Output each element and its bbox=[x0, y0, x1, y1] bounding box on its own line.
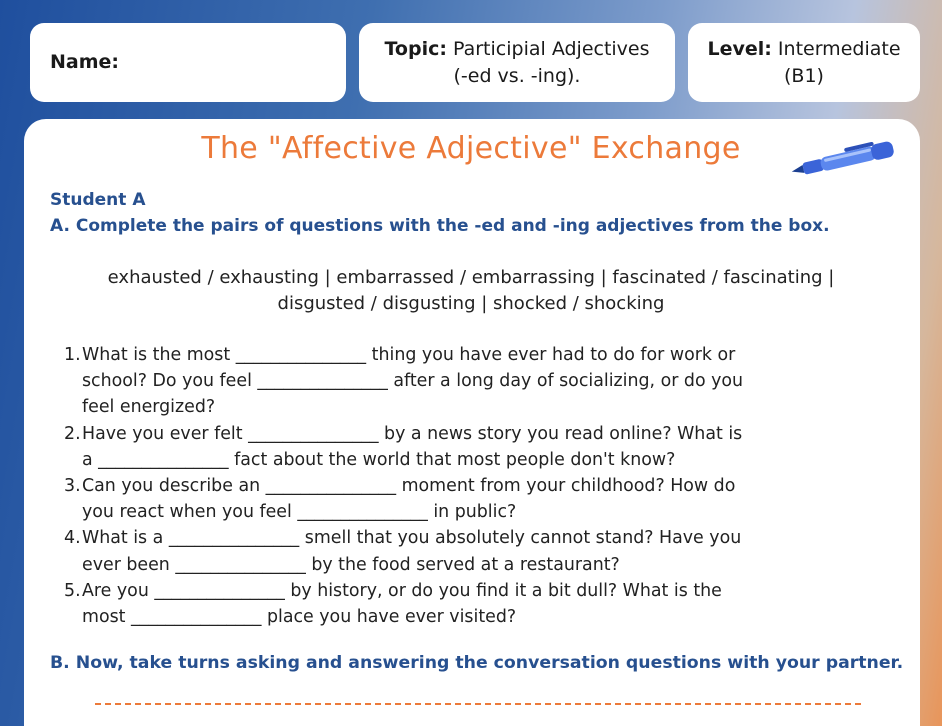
question-line: What is the most _______________ thing you have ever had to do for work or bbox=[82, 345, 736, 365]
word-box bbox=[60, 265, 882, 317]
topic-value: Participial Adjectives bbox=[453, 37, 650, 60]
topic-value-line2: (-ed vs. -ing). bbox=[453, 64, 581, 87]
topic-label: Topic: bbox=[384, 37, 447, 60]
question-number: 4. bbox=[64, 528, 81, 549]
dashed-divider bbox=[95, 703, 861, 705]
question-line: ever been _______________ by the food served at a restaurant? bbox=[82, 554, 620, 575]
word-box-line: disgusted / disgusting | shocked / shocking bbox=[277, 293, 665, 314]
topic-box bbox=[359, 23, 675, 102]
question-5 bbox=[64, 578, 872, 630]
level-label: Level: bbox=[707, 37, 772, 60]
question-list bbox=[64, 342, 872, 630]
question-line: Have you ever felt _______________ by a news story you read online? What is bbox=[82, 423, 743, 444]
pen-icon bbox=[786, 140, 898, 176]
worksheet-title: The "Affective Adjective" Exchange bbox=[201, 131, 741, 166]
name-box bbox=[30, 23, 346, 102]
question-line: feel energized? bbox=[82, 397, 216, 418]
level-value-line2: (B1) bbox=[784, 64, 824, 87]
question-line: school? Do you feel _______________ after a long day of socializing, or do you bbox=[82, 371, 744, 392]
question-line: Are you _______________ by history, or do you find it a bit dull? What is the bbox=[82, 580, 722, 601]
student-label: Student A bbox=[50, 190, 146, 210]
question-4 bbox=[64, 525, 872, 577]
question-number: 3. bbox=[64, 476, 81, 497]
question-line: a _______________ fact about the world that most people don't know? bbox=[82, 449, 676, 470]
question-number: 5. bbox=[64, 580, 81, 601]
part-b-instruction: B. Now, take turns asking and answering the conversation questions with your partner. bbox=[50, 653, 904, 673]
question-line: Can you describe an _______________ moment from your childhood? How do bbox=[82, 476, 736, 497]
question-1 bbox=[64, 342, 872, 421]
question-2 bbox=[64, 421, 872, 473]
level-value: Intermediate bbox=[777, 37, 901, 60]
question-3 bbox=[64, 473, 872, 525]
question-number: 1. bbox=[64, 345, 81, 365]
word-box-line: exhausted / exhausting | embarrassed / embarrassing | fascinated / fascinating | bbox=[107, 267, 835, 288]
name-label: Name: bbox=[50, 51, 120, 73]
level-box bbox=[688, 23, 920, 102]
question-number: 2. bbox=[64, 423, 81, 444]
question-line: you react when you feel _______________ in public? bbox=[82, 502, 517, 523]
question-line: What is a _______________ smell that you absolutely cannot stand? Have you bbox=[82, 528, 742, 549]
part-a-instruction: A. Complete the pairs of questions with the -ed and -ing adjectives from the box. bbox=[50, 216, 830, 236]
question-line: most _______________ place you have ever visited? bbox=[82, 607, 517, 628]
